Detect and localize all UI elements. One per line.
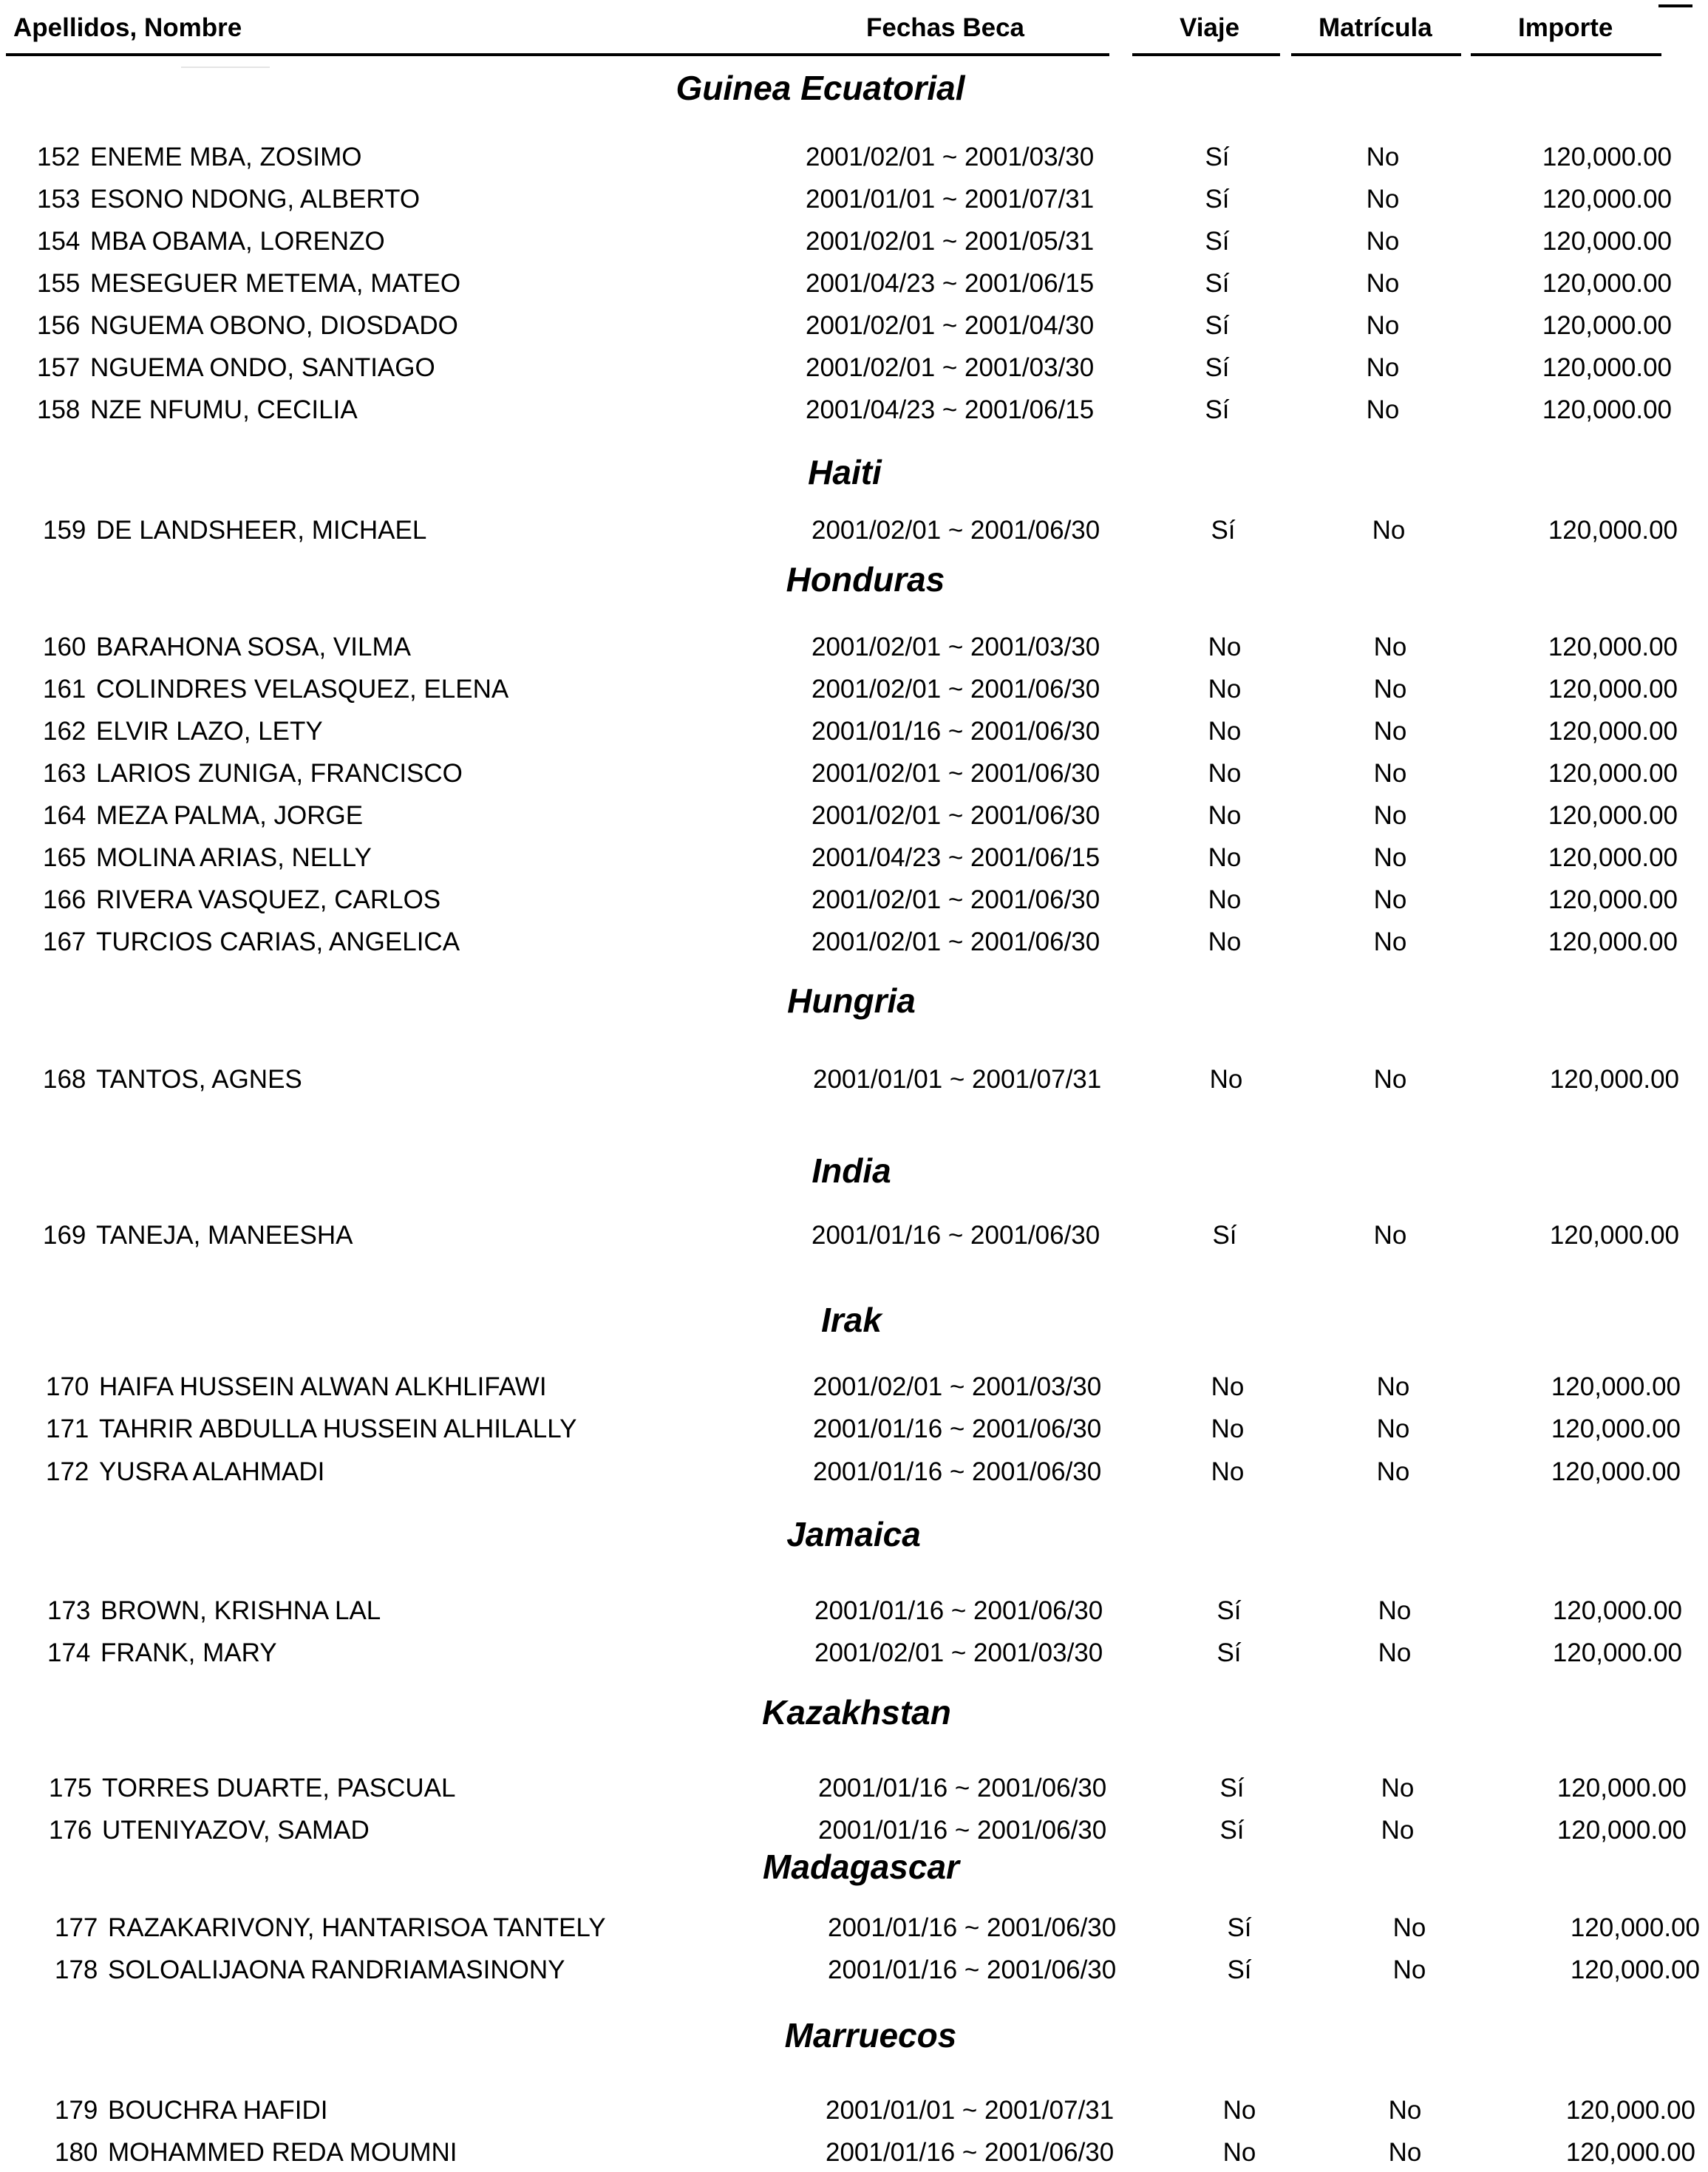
student-name: TANEJA, MANEESHA xyxy=(96,1221,353,1250)
table-row xyxy=(0,1457,1708,1491)
travel-value: No xyxy=(1211,1457,1245,1486)
student-name: TURCIOS CARIAS, ANGELICA xyxy=(96,927,460,956)
student-name: TAHRIR ABDULLA HUSSEIN ALHILALLY xyxy=(99,1414,577,1443)
row-number: 180 xyxy=(55,2138,98,2167)
amount-value: 120,000.00 xyxy=(1542,227,1672,256)
travel-value: Sí xyxy=(1217,1596,1242,1625)
student-name: MOHAMMED REDA MOUMNI xyxy=(108,2138,457,2167)
row-number: 171 xyxy=(46,1414,89,1443)
table-row xyxy=(0,717,1708,751)
row-number: 174 xyxy=(47,1638,91,1667)
student-name: COLINDRES VELASQUEZ, ELENA xyxy=(96,675,509,704)
country-heading: Guinea Ecuatorial xyxy=(676,69,965,107)
travel-value: Sí xyxy=(1205,143,1230,171)
travel-value: Sí xyxy=(1205,311,1230,340)
table-row xyxy=(0,1221,1708,1255)
amount-value: 120,000.00 xyxy=(1556,1816,1687,1845)
header-dates: Fechas Beca xyxy=(866,13,1025,42)
table-row xyxy=(0,185,1708,219)
student-name: BARAHONA SOSA, VILMA xyxy=(96,633,411,661)
tuition-value: No xyxy=(1366,311,1400,340)
travel-value: No xyxy=(1208,633,1242,661)
amount-value: 120,000.00 xyxy=(1548,801,1678,830)
tuition-value: No xyxy=(1373,843,1407,872)
tuition-value: No xyxy=(1381,1816,1415,1845)
amount-value: 120,000.00 xyxy=(1542,311,1672,340)
amount-value: 120,000.00 xyxy=(1552,1596,1682,1625)
tuition-value: No xyxy=(1366,185,1400,214)
student-name: SOLOALIJAONA RANDRIAMASINONY xyxy=(108,1955,565,1984)
row-number: 162 xyxy=(43,717,86,746)
table-row xyxy=(0,1638,1708,1672)
travel-value: Sí xyxy=(1205,185,1230,214)
row-number: 158 xyxy=(37,395,81,424)
table-row xyxy=(0,759,1708,793)
country-heading: Kazakhstan xyxy=(762,1693,951,1732)
student-name: RAZAKARIVONY, HANTARISOA TANTELY xyxy=(108,1913,606,1942)
row-number: 175 xyxy=(49,1774,92,1802)
tuition-value: No xyxy=(1373,1065,1407,1094)
travel-value: No xyxy=(1222,2096,1256,2125)
scholarship-dates: 2001/02/01 ~ 2001/06/30 xyxy=(812,927,1100,956)
amount-value: 120,000.00 xyxy=(1548,759,1678,788)
travel-value: No xyxy=(1222,2138,1256,2167)
row-number: 153 xyxy=(37,185,81,214)
header-tuition: Matrícula xyxy=(1319,13,1432,42)
travel-value: No xyxy=(1209,1065,1243,1094)
travel-value: Sí xyxy=(1212,1221,1237,1250)
table-row xyxy=(0,269,1708,303)
tuition-value: No xyxy=(1388,2138,1422,2167)
tuition-value: No xyxy=(1373,717,1407,746)
header-rule-main xyxy=(6,53,1109,56)
tuition-value: No xyxy=(1378,1638,1412,1667)
table-row xyxy=(0,801,1708,835)
scholarship-dates: 2001/01/16 ~ 2001/06/30 xyxy=(813,1414,1102,1443)
scholarship-dates: 2001/01/16 ~ 2001/06/30 xyxy=(813,1457,1102,1486)
scholarship-dates: 2001/04/23 ~ 2001/06/15 xyxy=(812,843,1100,872)
amount-value: 120,000.00 xyxy=(1548,717,1678,746)
scholarship-dates: 2001/01/01 ~ 2001/07/31 xyxy=(806,185,1095,214)
row-number: 173 xyxy=(47,1596,91,1625)
tuition-value: No xyxy=(1378,1596,1412,1625)
travel-value: No xyxy=(1208,717,1242,746)
travel-value: No xyxy=(1211,1414,1245,1443)
row-number: 167 xyxy=(43,927,86,956)
faint-mark xyxy=(181,67,270,68)
header-rule-travel xyxy=(1132,53,1280,56)
scholarship-dates: 2001/02/01 ~ 2001/04/30 xyxy=(806,311,1095,340)
travel-value: Sí xyxy=(1211,516,1236,545)
row-number: 177 xyxy=(55,1913,98,1942)
travel-value: Sí xyxy=(1205,395,1230,424)
tuition-value: No xyxy=(1366,395,1400,424)
student-name: RIVERA VASQUEZ, CARLOS xyxy=(96,885,441,914)
amount-value: 120,000.00 xyxy=(1570,1913,1700,1942)
country-heading: Hungria xyxy=(787,981,916,1020)
student-name: BROWN, KRISHNA LAL xyxy=(101,1596,381,1625)
amount-value: 120,000.00 xyxy=(1542,395,1672,424)
travel-value: Sí xyxy=(1219,1774,1245,1802)
top-edge-rule xyxy=(1658,4,1692,7)
tuition-value: No xyxy=(1366,353,1400,382)
travel-value: Sí xyxy=(1227,1913,1252,1942)
scholarship-dates: 2001/01/01 ~ 2001/07/31 xyxy=(826,2096,1115,2125)
row-number: 154 xyxy=(37,227,81,256)
amount-value: 120,000.00 xyxy=(1542,185,1672,214)
row-number: 157 xyxy=(37,353,81,382)
scholarship-dates: 2001/01/16 ~ 2001/06/30 xyxy=(814,1596,1103,1625)
amount-value: 120,000.00 xyxy=(1548,843,1678,872)
travel-value: No xyxy=(1208,927,1242,956)
student-name: ELVIR LAZO, LETY xyxy=(96,717,323,746)
table-row xyxy=(0,2138,1708,2172)
student-name: UTENIYAZOV, SAMAD xyxy=(102,1816,370,1845)
country-heading: Honduras xyxy=(786,560,945,599)
row-number: 160 xyxy=(43,633,86,661)
travel-value: No xyxy=(1208,759,1242,788)
tuition-value: No xyxy=(1376,1457,1410,1486)
country-heading: Jamaica xyxy=(786,1515,921,1553)
amount-value: 120,000.00 xyxy=(1556,1774,1687,1802)
amount-value: 120,000.00 xyxy=(1551,1372,1681,1401)
amount-value: 120,000.00 xyxy=(1565,2138,1695,2167)
scholarship-dates: 2001/01/16 ~ 2001/06/30 xyxy=(812,1221,1100,1250)
tuition-value: No xyxy=(1392,1955,1426,1984)
header-rule-tuition xyxy=(1291,53,1461,56)
country-heading: Haiti xyxy=(808,453,882,491)
table-row xyxy=(0,1955,1708,1989)
student-name: MESEGUER METEMA, MATEO xyxy=(90,269,461,298)
tuition-value: No xyxy=(1373,927,1407,956)
table-row xyxy=(0,2096,1708,2130)
country-heading: Irak xyxy=(821,1301,882,1339)
scholarship-dates: 2001/01/16 ~ 2001/06/30 xyxy=(826,2138,1115,2167)
scholarship-dates: 2001/02/01 ~ 2001/03/30 xyxy=(813,1372,1102,1401)
header-travel: Viaje xyxy=(1180,13,1240,42)
tuition-value: No xyxy=(1366,269,1400,298)
scholarship-dates: 2001/02/01 ~ 2001/03/30 xyxy=(806,353,1095,382)
tuition-value: No xyxy=(1366,143,1400,171)
amount-value: 120,000.00 xyxy=(1548,885,1678,914)
country-heading: Madagascar xyxy=(763,1848,959,1886)
tuition-value: No xyxy=(1373,801,1407,830)
table-row xyxy=(0,843,1708,877)
amount-value: 120,000.00 xyxy=(1548,927,1678,956)
student-name: ESONO NDONG, ALBERTO xyxy=(90,185,421,214)
student-name: FRANK, MARY xyxy=(101,1638,277,1667)
table-row xyxy=(0,675,1708,709)
tuition-value: No xyxy=(1373,675,1407,704)
amount-value: 120,000.00 xyxy=(1570,1955,1700,1984)
table-row xyxy=(0,143,1708,177)
table-row xyxy=(0,927,1708,961)
student-name: LARIOS ZUNIGA, FRANCISCO xyxy=(96,759,463,788)
travel-value: Sí xyxy=(1219,1816,1245,1845)
scholarship-dates: 2001/02/01 ~ 2001/03/30 xyxy=(812,633,1100,661)
travel-value: Sí xyxy=(1217,1638,1242,1667)
scholarship-dates: 2001/01/16 ~ 2001/06/30 xyxy=(818,1774,1107,1802)
student-name: HAIFA HUSSEIN ALWAN ALKHLIFAWI xyxy=(99,1372,547,1401)
student-name: TORRES DUARTE, PASCUAL xyxy=(102,1774,456,1802)
scholarship-dates: 2001/02/01 ~ 2001/06/30 xyxy=(812,675,1100,704)
table-row xyxy=(0,633,1708,667)
table-row xyxy=(0,353,1708,387)
row-number: 155 xyxy=(37,269,81,298)
table-row xyxy=(0,227,1708,261)
amount-value: 120,000.00 xyxy=(1565,2096,1695,2125)
tuition-value: No xyxy=(1381,1774,1415,1802)
row-number: 161 xyxy=(43,675,86,704)
amount-value: 120,000.00 xyxy=(1549,1065,1679,1094)
row-number: 176 xyxy=(49,1816,92,1845)
row-number: 169 xyxy=(43,1221,86,1250)
tuition-value: No xyxy=(1376,1372,1410,1401)
amount-value: 120,000.00 xyxy=(1542,353,1672,382)
row-number: 179 xyxy=(55,2096,98,2125)
header-rule-amount xyxy=(1471,53,1661,56)
table-row xyxy=(0,1065,1708,1099)
table-row xyxy=(0,1414,1708,1448)
row-number: 178 xyxy=(55,1955,98,1984)
country-heading: Marruecos xyxy=(784,2016,957,2054)
scholarship-dates: 2001/01/16 ~ 2001/06/30 xyxy=(812,717,1100,746)
table-row xyxy=(0,1774,1708,1808)
row-number: 164 xyxy=(43,801,86,830)
student-name: ENEME MBA, ZOSIMO xyxy=(90,143,362,171)
scholarship-dates: 2001/01/16 ~ 2001/06/30 xyxy=(818,1816,1107,1845)
scholarship-dates: 2001/04/23 ~ 2001/06/15 xyxy=(806,395,1095,424)
tuition-value: No xyxy=(1388,2096,1422,2125)
amount-value: 120,000.00 xyxy=(1548,516,1678,545)
scholarship-dates: 2001/02/01 ~ 2001/06/30 xyxy=(812,801,1100,830)
scholarship-dates: 2001/01/16 ~ 2001/06/30 xyxy=(828,1955,1117,1984)
row-number: 172 xyxy=(46,1457,89,1486)
travel-value: Sí xyxy=(1205,269,1230,298)
scholarship-dates: 2001/02/01 ~ 2001/06/30 xyxy=(812,885,1100,914)
row-number: 159 xyxy=(43,516,86,545)
student-name: MOLINA ARIAS, NELLY xyxy=(96,843,372,872)
scholarship-dates: 2001/02/01 ~ 2001/06/30 xyxy=(812,759,1100,788)
amount-value: 120,000.00 xyxy=(1548,633,1678,661)
table-row xyxy=(0,516,1708,550)
table-row xyxy=(0,1596,1708,1630)
student-name: NGUEMA OBONO, DIOSDADO xyxy=(90,311,458,340)
table-row xyxy=(0,1913,1708,1947)
row-number: 166 xyxy=(43,885,86,914)
tuition-value: No xyxy=(1376,1414,1410,1443)
table-row xyxy=(0,395,1708,429)
amount-value: 120,000.00 xyxy=(1542,269,1672,298)
header-amount: Importe xyxy=(1518,13,1613,42)
travel-value: No xyxy=(1208,675,1242,704)
travel-value: Sí xyxy=(1227,1955,1252,1984)
amount-value: 120,000.00 xyxy=(1548,675,1678,704)
amount-value: 120,000.00 xyxy=(1549,1221,1679,1250)
amount-value: 120,000.00 xyxy=(1552,1638,1682,1667)
student-name: NGUEMA ONDO, SANTIAGO xyxy=(90,353,435,382)
tuition-value: No xyxy=(1372,516,1406,545)
travel-value: No xyxy=(1208,801,1242,830)
student-name: MEZA PALMA, JORGE xyxy=(96,801,364,830)
row-number: 156 xyxy=(37,311,81,340)
tuition-value: No xyxy=(1392,1913,1426,1942)
table-row xyxy=(0,1816,1708,1850)
student-name: TANTOS, AGNES xyxy=(96,1065,302,1094)
travel-value: Sí xyxy=(1205,353,1230,382)
amount-value: 120,000.00 xyxy=(1542,143,1672,171)
tuition-value: No xyxy=(1366,227,1400,256)
student-name: BOUCHRA HAFIDI xyxy=(108,2096,328,2125)
header-name: Apellidos, Nombre xyxy=(13,13,242,42)
scholarship-dates: 2001/02/01 ~ 2001/05/31 xyxy=(806,227,1095,256)
scholarship-dates: 2001/01/16 ~ 2001/06/30 xyxy=(828,1913,1117,1942)
country-heading: India xyxy=(812,1151,891,1190)
amount-value: 120,000.00 xyxy=(1551,1457,1681,1486)
amount-value: 120,000.00 xyxy=(1551,1414,1681,1443)
scholarship-dates: 2001/01/01 ~ 2001/07/31 xyxy=(813,1065,1102,1094)
tuition-value: No xyxy=(1373,759,1407,788)
scholarship-dates: 2001/02/01 ~ 2001/03/30 xyxy=(806,143,1095,171)
student-name: YUSRA ALAHMADI xyxy=(99,1457,325,1486)
travel-value: No xyxy=(1208,843,1242,872)
row-number: 170 xyxy=(46,1372,89,1401)
tuition-value: No xyxy=(1373,1221,1407,1250)
travel-value: No xyxy=(1211,1372,1245,1401)
row-number: 163 xyxy=(43,759,86,788)
scholarship-dates: 2001/02/01 ~ 2001/03/30 xyxy=(814,1638,1103,1667)
student-name: DE LANDSHEER, MICHAEL xyxy=(96,516,427,545)
tuition-value: No xyxy=(1373,885,1407,914)
table-row xyxy=(0,311,1708,345)
row-number: 152 xyxy=(37,143,81,171)
student-name: NZE NFUMU, CECILIA xyxy=(90,395,358,424)
travel-value: Sí xyxy=(1205,227,1230,256)
table-row xyxy=(0,885,1708,919)
scholarship-dates: 2001/04/23 ~ 2001/06/15 xyxy=(806,269,1095,298)
row-number: 168 xyxy=(43,1065,86,1094)
scholarship-dates: 2001/02/01 ~ 2001/06/30 xyxy=(812,516,1100,545)
tuition-value: No xyxy=(1373,633,1407,661)
travel-value: No xyxy=(1208,885,1242,914)
table-row xyxy=(0,1372,1708,1406)
row-number: 165 xyxy=(43,843,86,872)
student-name: MBA OBAMA, LORENZO xyxy=(90,227,385,256)
